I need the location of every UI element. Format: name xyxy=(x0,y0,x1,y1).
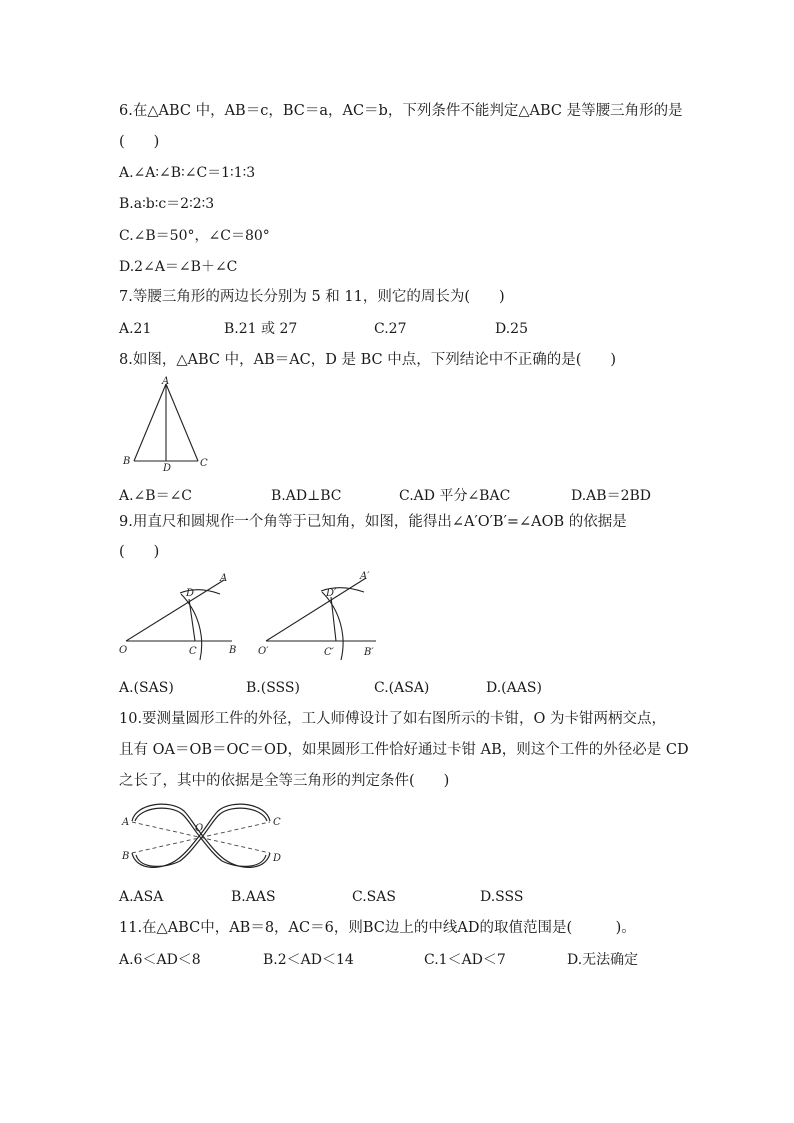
q6-option-c: C.∠B＝50°，∠C＝80° xyxy=(119,228,270,244)
label-o: O xyxy=(119,645,128,656)
label-b: B xyxy=(123,456,131,467)
label-c: C xyxy=(273,817,281,828)
label-a: A xyxy=(122,817,130,828)
q11-option-c: C.1＜AD＜7 xyxy=(424,952,506,968)
label-a: A xyxy=(220,573,228,584)
q9-answer-paren: ( ) xyxy=(119,544,160,560)
q10-option-a: A.ASA xyxy=(119,889,164,905)
q10-stem-line-3: 之长了，其中的依据是全等三角形的判定条件( ) xyxy=(119,773,450,789)
q7-option-a: A.21 xyxy=(119,321,152,337)
q10-option-c: C.SAS xyxy=(352,889,396,905)
q10-option-b: B.AAS xyxy=(231,889,276,905)
q10-caliper-figure xyxy=(118,797,286,877)
q8-option-c: C.AD 平分∠BAC xyxy=(399,488,511,504)
q7-option-d: D.25 xyxy=(495,321,528,337)
label-o: O xyxy=(195,823,204,834)
q8-option-a: A.∠B＝∠C xyxy=(119,488,193,504)
ray-o-prime-a-prime xyxy=(266,578,366,641)
q9-original-angle-figure xyxy=(116,566,246,662)
q8-option-b: B.AD⊥BC xyxy=(271,488,342,504)
segment-ac xyxy=(166,384,198,461)
q9-constructed-angle-figure xyxy=(254,566,388,662)
q6-option-d: D.2∠A＝∠B＋∠C xyxy=(119,259,238,275)
q6-answer-paren: ( ) xyxy=(119,134,160,150)
q9-option-c: C.(ASA) xyxy=(374,680,430,696)
caliper-arm-ab xyxy=(132,804,270,867)
label-a-prime: A′ xyxy=(360,571,370,582)
q8-isosceles-triangle-figure xyxy=(118,374,218,474)
label-c: C xyxy=(189,646,197,657)
q7-option-c: C.27 xyxy=(374,321,407,337)
ray-oa xyxy=(126,580,224,641)
label-d: D xyxy=(186,588,195,599)
q7-option-b: B.21 或 27 xyxy=(224,321,298,337)
q10-stem-line-1: 10.要测量圆形工件的外径，工人师傅设计了如右图所示的卡钳，O 为卡钳两柄交点， xyxy=(119,711,667,727)
q11-option-b: B.2＜AD＜14 xyxy=(263,952,354,968)
q10-option-d: D.SSS xyxy=(480,889,524,905)
q11-option-a: A.6＜AD＜8 xyxy=(119,952,201,968)
q6-option-b: B.a∶b∶c＝2∶2∶3 xyxy=(119,196,215,212)
label-b-prime: B′ xyxy=(364,647,374,658)
caliper-arm-cd xyxy=(132,804,270,867)
q6-option-a: A.∠A∶∠B∶∠C＝1∶1∶3 xyxy=(119,165,256,181)
q9-option-a: A.(SAS) xyxy=(119,680,174,696)
label-d: D xyxy=(273,853,282,864)
q9-option-b: B.(SSS) xyxy=(246,680,300,696)
q7-stem: 7.等腰三角形的两边长分别为 5 和 11，则它的周长为( ) xyxy=(119,289,505,305)
label-d: D xyxy=(163,463,172,474)
label-c-prime: C′ xyxy=(324,647,334,658)
q6-stem: 6.在△ABC 中，AB＝c，BC＝a，AC＝b，下列条件不能判定△ABC 是等腰三角形的是 xyxy=(119,103,683,119)
q9-stem: 9.用直尺和圆规作一个角等于已知角，如图，能得出∠A′O′B′=∠AOB 的依据是 xyxy=(119,514,627,530)
q10-stem-line-2: 且有 OA＝OB＝OC＝OD，如果圆形工件恰好通过卡钳 AB，则这个工件的外径必是 CD xyxy=(119,742,689,758)
label-b: B xyxy=(229,645,237,656)
q8-option-d: D.AB＝2BD xyxy=(571,488,651,504)
q11-option-d: D.无法确定 xyxy=(567,952,639,968)
label-a: A xyxy=(162,376,170,387)
q11-stem: 11.在△ABC中，AB＝8，AC＝6，则BC边上的中线AD的取值范围是( )。 xyxy=(119,920,636,936)
label-o-prime: O′ xyxy=(258,646,269,657)
label-b: B xyxy=(122,851,130,862)
label-c: C xyxy=(200,458,208,469)
label-d-prime: D′ xyxy=(326,588,337,599)
segment-ab xyxy=(134,384,166,461)
q8-stem: 8.如图，△ABC 中，AB＝AC，D 是 BC 中点，下列结论中不正确的是( ) xyxy=(119,352,617,368)
q9-option-d: D.(AAS) xyxy=(486,680,542,696)
